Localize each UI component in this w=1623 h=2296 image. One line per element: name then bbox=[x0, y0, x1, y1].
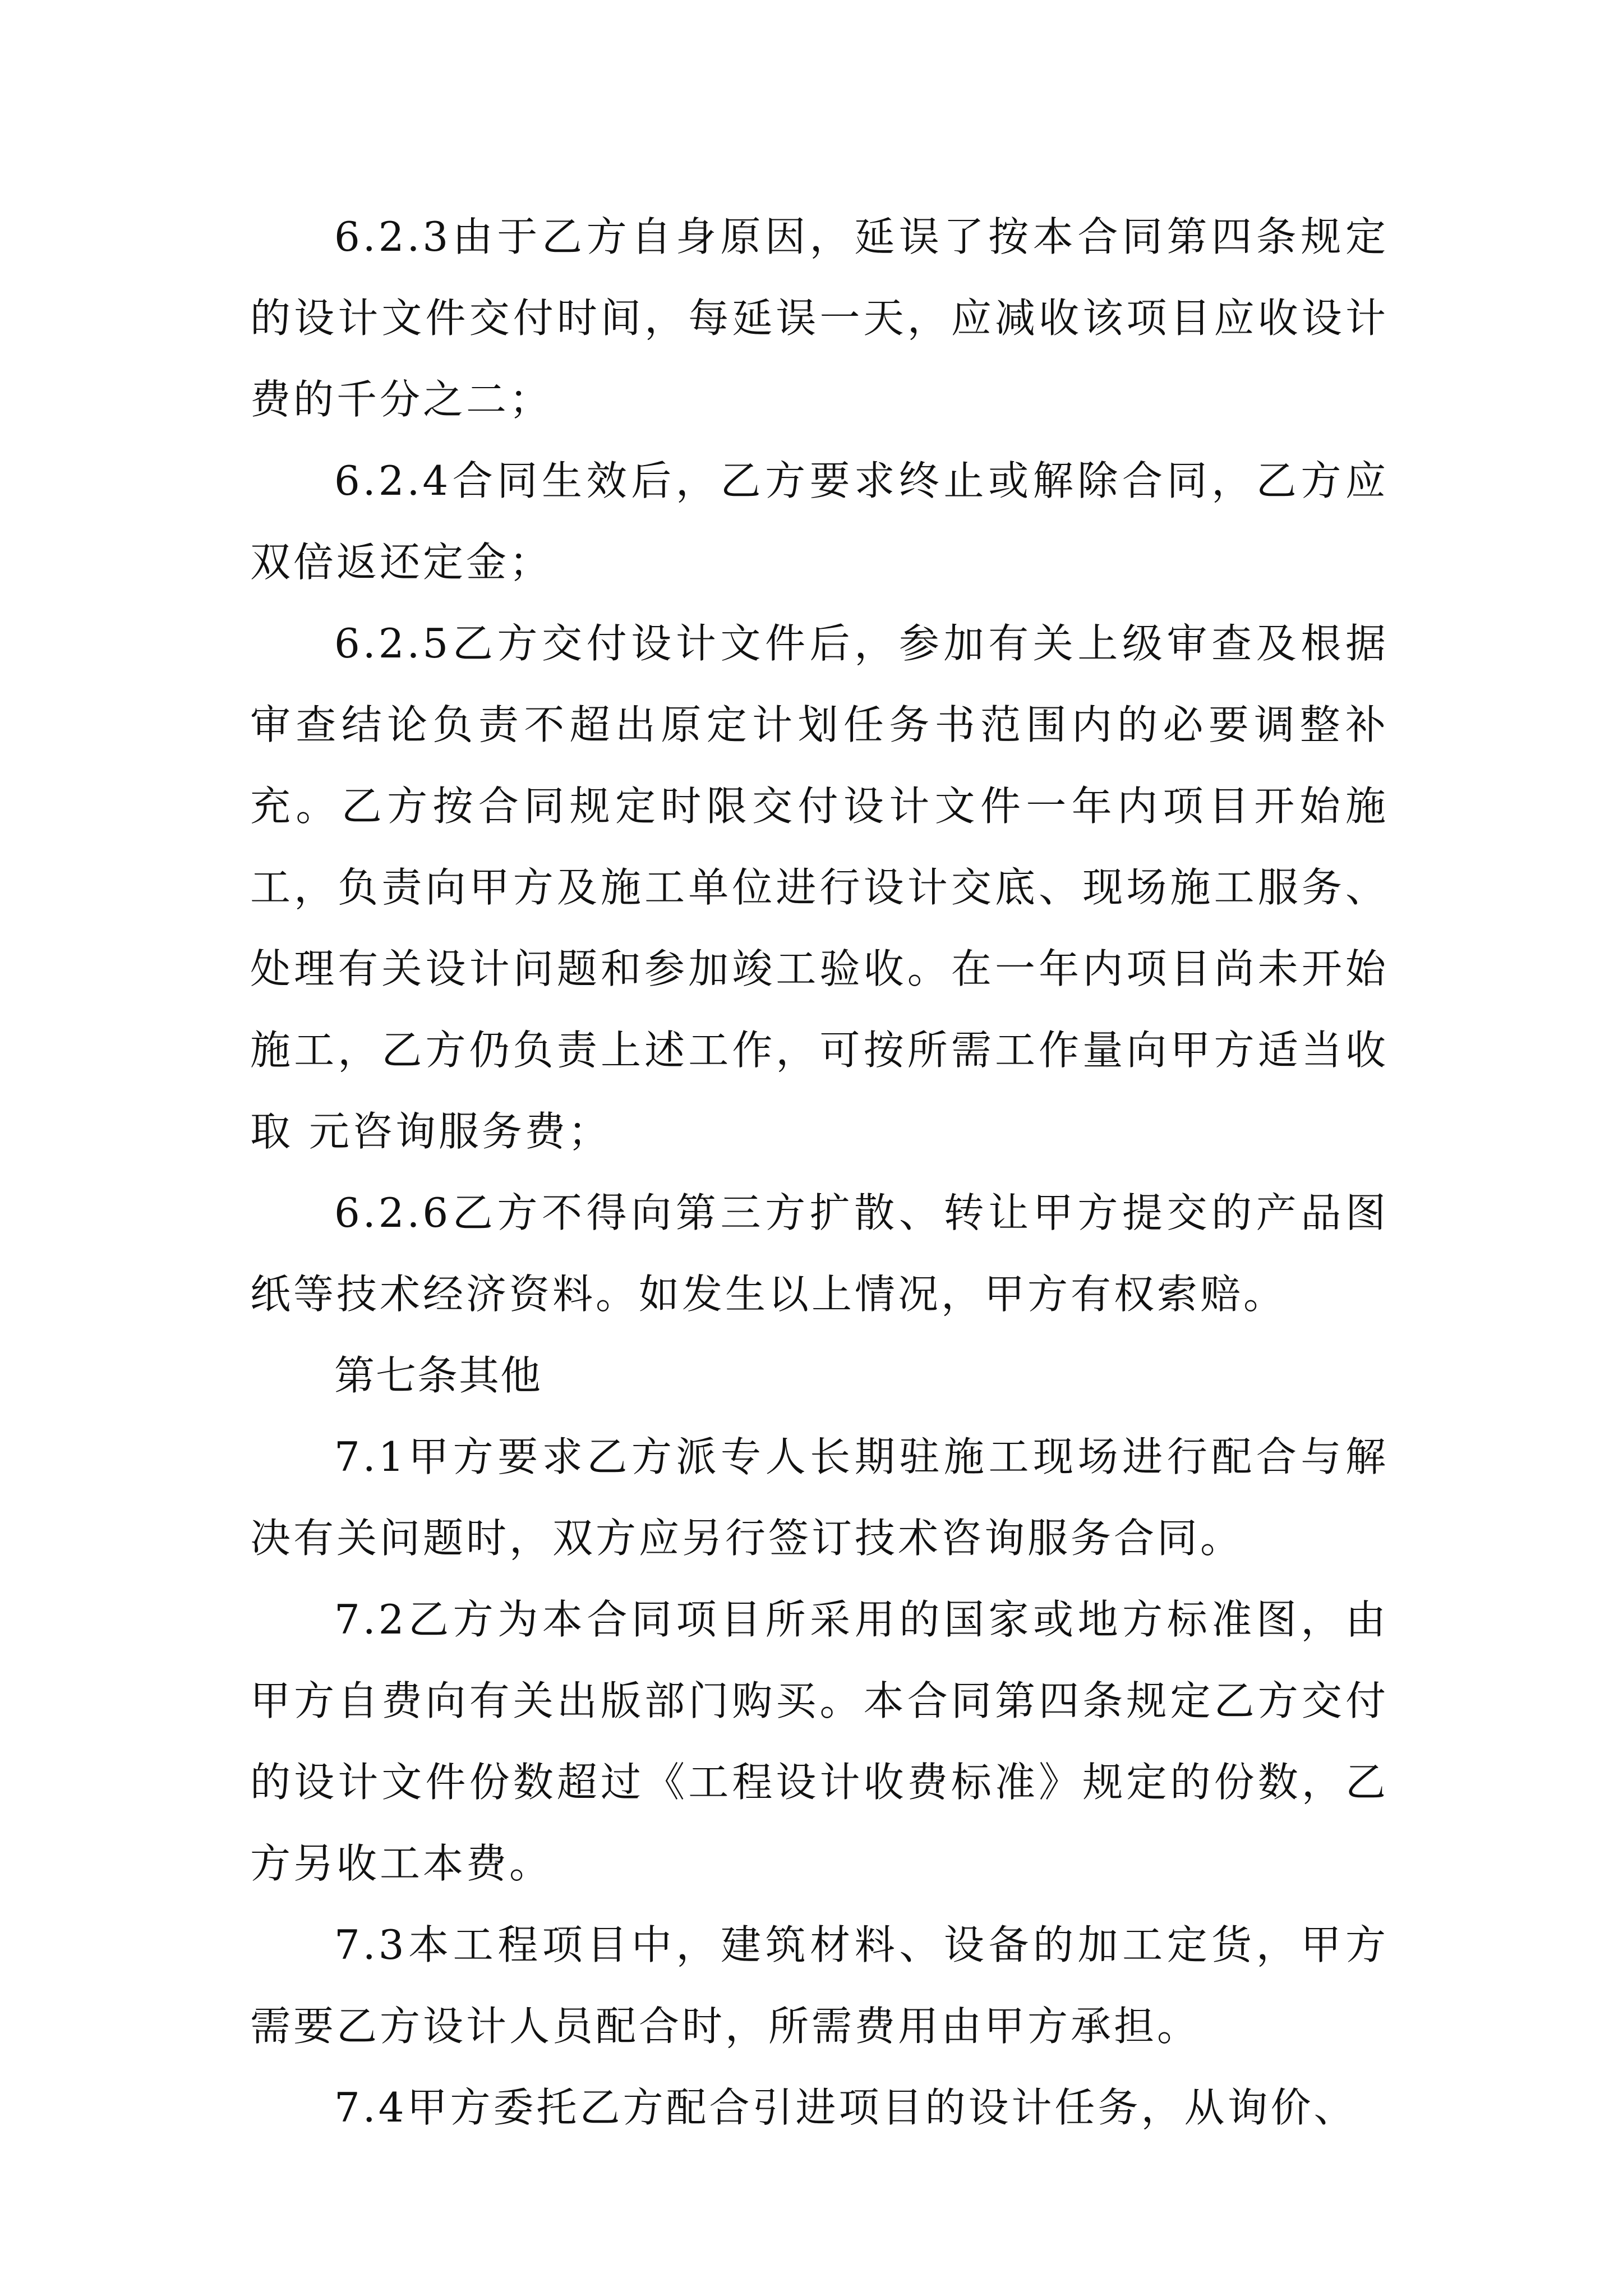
clause-7-1: 7.1甲方要求乙方派专人长期驻施工现场进行配合与解决有关问题时，双方应另行签订技术咨询服务合同。 bbox=[250, 1433, 1389, 1562]
document-body bbox=[250, 196, 1389, 2148]
clause-7-3: 7.3本工程项目中，建筑材料、设备的加工定货，甲方需要乙方设计人员配合时，所需费用由甲方承担。 bbox=[250, 1921, 1389, 2050]
clause-6-2-5: 6.2.5乙方交付设计文件后，参加有关上级审查及根据审查结论负责不超出原定计划任务书范围内的必要调整补充。乙方按合同规定时限交付设计文件一年内项目开始施工，负责向甲方及施工单位进行设计交底、现场施工服务、处理有关设计问题和参加竣工验收。在一年内项目尚未开始施工，乙方仍负责上述工作，可按所需工作量向甲方适当收取 元咨询服务费； bbox=[250, 620, 1389, 1155]
clause-6-2-3: 6.2.3由于乙方自身原因，延误了按本合同第四条规定的设计文件交付时间，每延误一天，应减收该项目应收设计费的千分之二； bbox=[250, 213, 1389, 423]
clause-6-2-6: 6.2.6乙方不得向第三方扩散、转让甲方提交的产品图纸等技术经济资料。如发生以上情况，甲方有权索赔。 bbox=[250, 1189, 1389, 1318]
clause-7-2: 7.2乙方为本合同项目所采用的国家或地方标准图，由甲方自费向有关出版部门购买。本合同第四条规定乙方交付的设计文件份数超过《工程设计收费标准》规定的份数，乙方另收工本费。 bbox=[250, 1596, 1389, 1887]
clause-7-4: 7.4甲方委托乙方配合引进项目的设计任务，从询价、 bbox=[334, 2084, 1357, 2131]
clause-6-2-4: 6.2.4合同生效后，乙方要求终止或解除合同，乙方应双倍返还定金； bbox=[250, 457, 1389, 586]
section-heading-article-7: 第七条其他 bbox=[334, 1352, 542, 1399]
